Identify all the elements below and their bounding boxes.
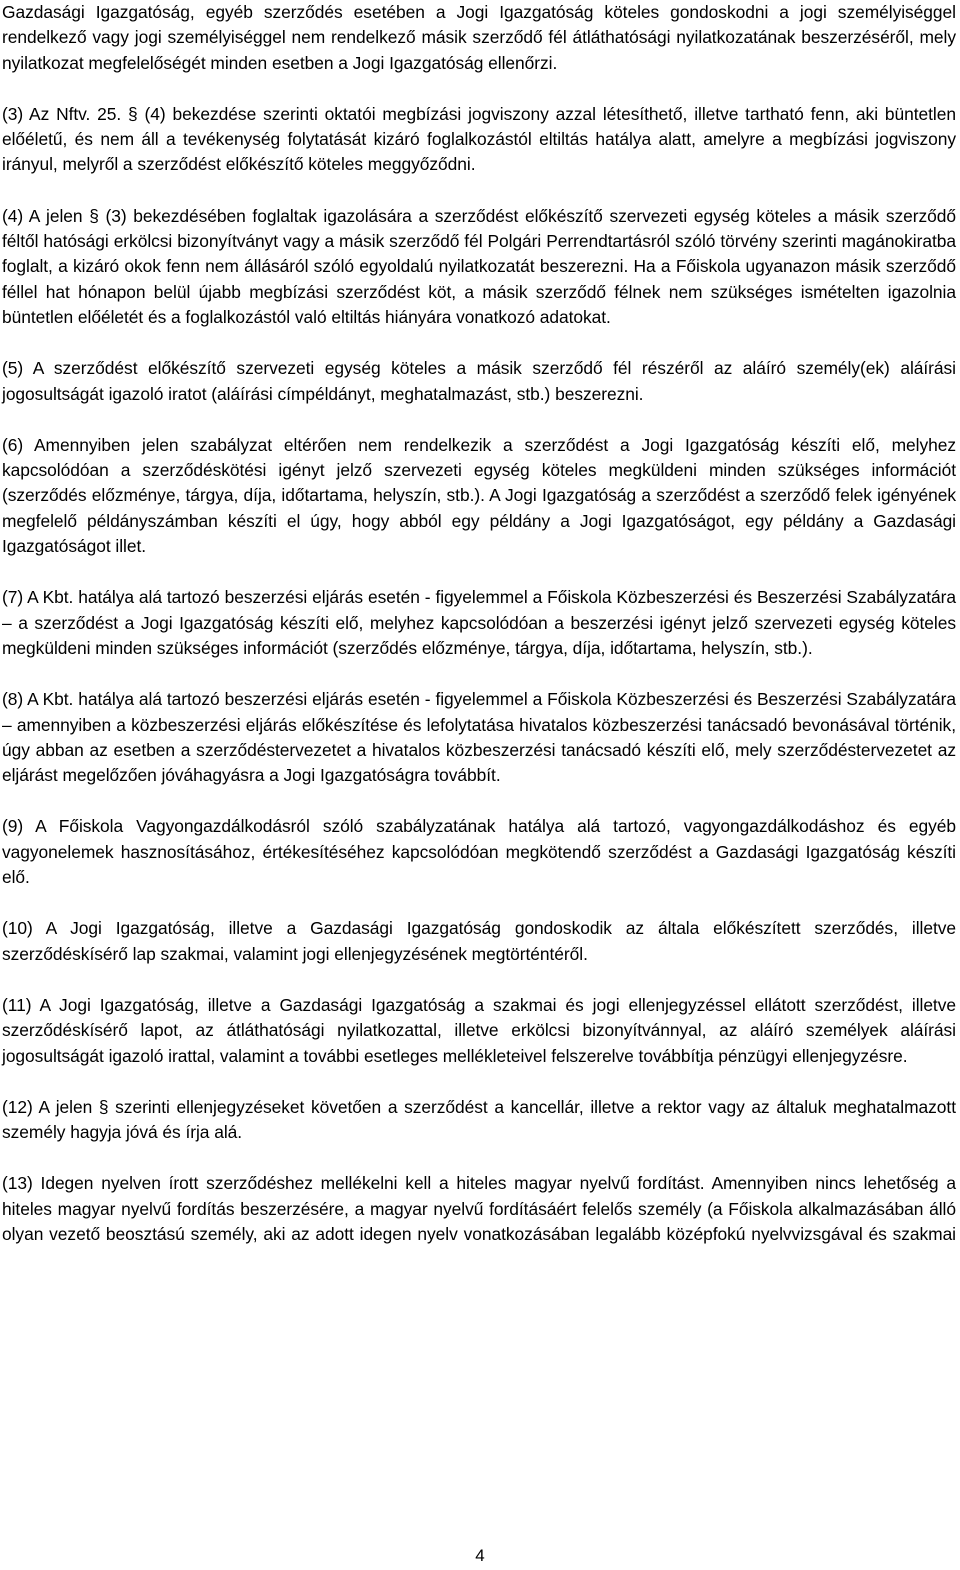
paragraph-4: (4) A jelen § (3) bekezdésében foglaltak igazolására a szerződést előkészítő szervezeti egység köteles a másik szerződő féltől hatósági erkölcsi bizonyítványt vagy a másik szerződő fél Polgári Perrendtartásról szóló törvény szerinti magánokiratba foglalt, a kizáró okok fenn nem állásáról szóló egyoldalú nyilatkozatát beszerezni. Ha a Főiskola ugyanazon másik szerződő féllel hat hónapon belül újabb megbízási szerződést köt, a másik szerződő félnek nem szükséges ismételten igazolnia büntetlen előéletét és a foglalkozástól való eltiltás hiányára vonatkozó adatokat.	[2, 205, 956, 327]
paragraph-10: (10) A Jogi Igazgatóság, illetve a Gazdasági Igazgatóság gondoskodik az általa előkészített szerződés, illetve szerződéskísérő lap szakmai, valamint jogi ellenjegyzésének megtörténtéről.	[2, 918, 956, 964]
paragraph-7: (7) A Kbt. hatálya alá tartozó beszerzési eljárás esetén - figyelemmel a Főiskola Közbeszerzési és Beszerzési Szabályzatára – a szerződést a Jogi Igazgatóság készíti elő, melyhez kapcsolódóan a beszerzési igényt jelző szervezeti egység köteles megküldeni minden szükséges információt (szerződés előzménye, tárgya, díja, időtartama, helyszín, stb.).	[2, 587, 956, 658]
paragraph-9: (9) A Főiskola Vagyongazdálkodásról szóló szabályzatának hatálya alá tartozó, vagyongazdálkodáshoz és egyéb vagyonelemek hasznosításához, értékesítéséhez kapcsolódóan megkötendő szerződést a Gazdasági Igazgatóság készíti elő.	[2, 816, 956, 888]
paragraph-continuation: Gazdasági Igazgatóság, egyéb szerződés esetében a Jogi Igazgatóság köteles gondoskodni a jogi személyiséggel rendelkező vagy jogi személyiséggel nem rendelkező másik szerződő fél átláthatósági nyilatkozatának beszerzéséről, mely nyilatkozat megfelelőségét minden esetben a Jogi Igazgatóság ellenőrzi.	[2, 2, 956, 73]
paragraph-5: (5) A szerződést előkészítő szervezeti egység köteles a másik szerződő fél részéről az aláíró személy(ek) aláírási jogosultságát igazoló iratot (aláírási címpéldányt, meghatalmazást, stb.) beszerezni.	[2, 358, 956, 404]
paragraph-12: (12) A jelen § szerinti ellenjegyzéseket követően a szerződést a kancellár, illetve a rektor vagy az általuk meghatalmazott személy hagyja jóvá és írja alá.	[2, 1096, 956, 1143]
paragraph-6: (6) Amennyiben jelen szabályzat eltérően nem rendelkezik a szerződést a Jogi Igazgatóság készíti elő, melyhez kapcsolódóan a szerződéskötési igényt jelző szervezeti egység köteles megküldeni minden szükséges információt (szerződés előzménye, tárgya, díja, időtartama, helyszín, stb.). A Jogi Igazgatóság a szerződést a szerződő felek igényének megfelelő példányszámban készíti el úgy, hogy abból egy példány a Jogi Igazgatóságot, egy példány a Gazdasági Igazgatóságot illet.	[2, 434, 956, 557]
page-number: 4	[475, 1546, 485, 1565]
paragraph-8: (8) A Kbt. hatálya alá tartozó beszerzési eljárás esetén - figyelemmel a Főiskola Közbeszerzési és Beszerzési Szabályzatára – amennyiben a közbeszerzési eljárás előkészítése és lefolytatása hivatalos közbeszerzési tanácsadó bevonásával történik, úgy abban az esetben a szerződéstervezetet a hivatalos közbeszerzési tanácsadó készíti elő, mely szerződéstervezetet az eljárást megelőzően jóváhagyásra a Jogi Igazgatóságra továbbít.	[2, 689, 956, 786]
paragraph-11: (11) A Jogi Igazgatóság, illetve a Gazdasági Igazgatóság a szakmai és jogi ellenjegyzéssel ellátott szerződést, illetve szerződéskísérő lapot, az átláthatósági nyilatkozattal, illetve erkölcsi bizonyítvánnyal, az aláíró személyek aláírási jogosultságát igazoló irattal, valamint a további esetleges mellékleteivel felszerelve továbbítja pénzügyi ellenjegyzésre.	[2, 994, 956, 1066]
paragraph-3: (3) Az Nftv. 25. § (4) bekezdése szerinti oktatói megbízási jogviszony azzal létesíthető, illetve tartható fenn, aki büntetlen előéletű, és nem áll a tevékenység folytatását kizáró foglalkozástól eltiltás hatálya alatt, amelyre a megbízási jogviszony irányul, melyről a szerződést előkészítő köteles meggyőződni.	[2, 103, 956, 175]
paragraph-13: (13) Idegen nyelven írott szerződéshez mellékelni kell a hiteles magyar nyelvű fordítást. Amennyiben nincs lehetőség a hiteles magyar nyelvű fordítás beszerzésére, a magyar nyelvű fordításáért felelős személy (a Főiskola alkalmazásában álló olyan vezető beosztású személy, aki az adott idegen nyelv vonatkozásában legalább középfokú nyelvvizsgával és szakmai	[2, 1173, 956, 1244]
